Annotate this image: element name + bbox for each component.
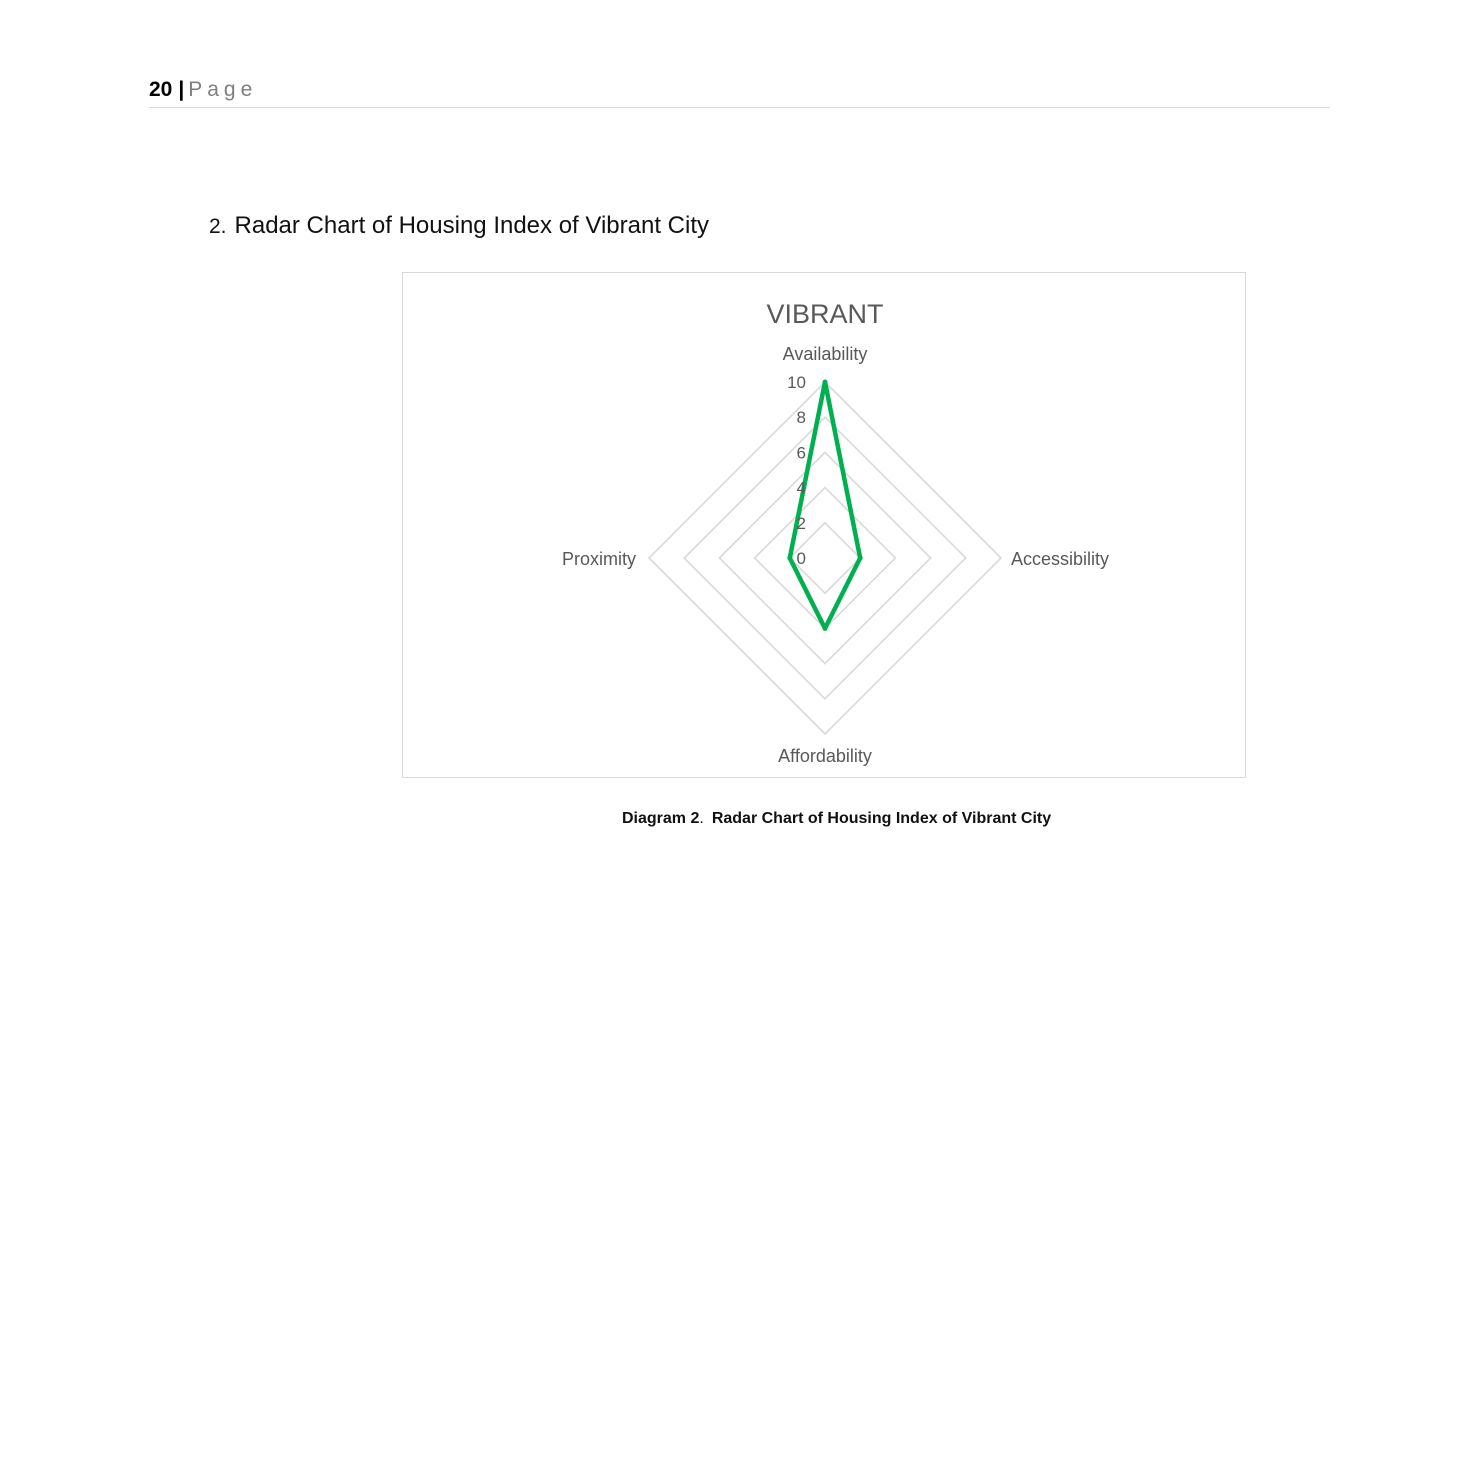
axis-label-accessibility: Accessibility [1011,549,1110,569]
axis-label-affordability: Affordability [778,746,872,766]
grid-ring-4 [755,488,896,629]
section-heading [209,208,709,245]
page-number: 20 [149,78,173,101]
caption-label: Diagram 2 [622,810,700,827]
data-point-proximity [787,556,792,561]
page-word: Page [188,78,258,101]
tick-label-10: 10 [787,373,806,392]
tick-label-8: 8 [796,408,806,428]
page-header [149,74,1330,108]
section-number: 2. [209,215,227,238]
tick-label-0: 0 [796,549,806,568]
tick-label-4: 4 [796,478,806,498]
figure-caption [622,810,1051,828]
caption-dot: . [699,810,704,827]
axis-labels [562,344,1109,766]
axis-label-availability: Availability [782,344,868,364]
tick-label-6: 6 [796,443,806,463]
grid-ring-6 [719,452,930,663]
grid-ring-8 [684,417,966,699]
chart-title: VIBRANT [766,299,884,329]
data-point-accessibility [858,556,863,561]
tick-label-2: 2 [796,513,806,533]
caption-text: Radar Chart of Housing Index of Vibrant City [711,810,1052,827]
data-point-availability [823,380,828,385]
grid-ring-10 [649,382,1001,734]
section-title: Radar Chart of Housing Index of Vibrant City [234,212,709,239]
radar-chart [403,273,1247,779]
page-separator: | [178,78,185,101]
radar-grid [649,382,1001,734]
axis-label-proximity: Proximity [561,549,636,569]
data-point-affordability [823,626,828,631]
chart-frame [402,272,1246,778]
tick-labels [787,373,806,568]
